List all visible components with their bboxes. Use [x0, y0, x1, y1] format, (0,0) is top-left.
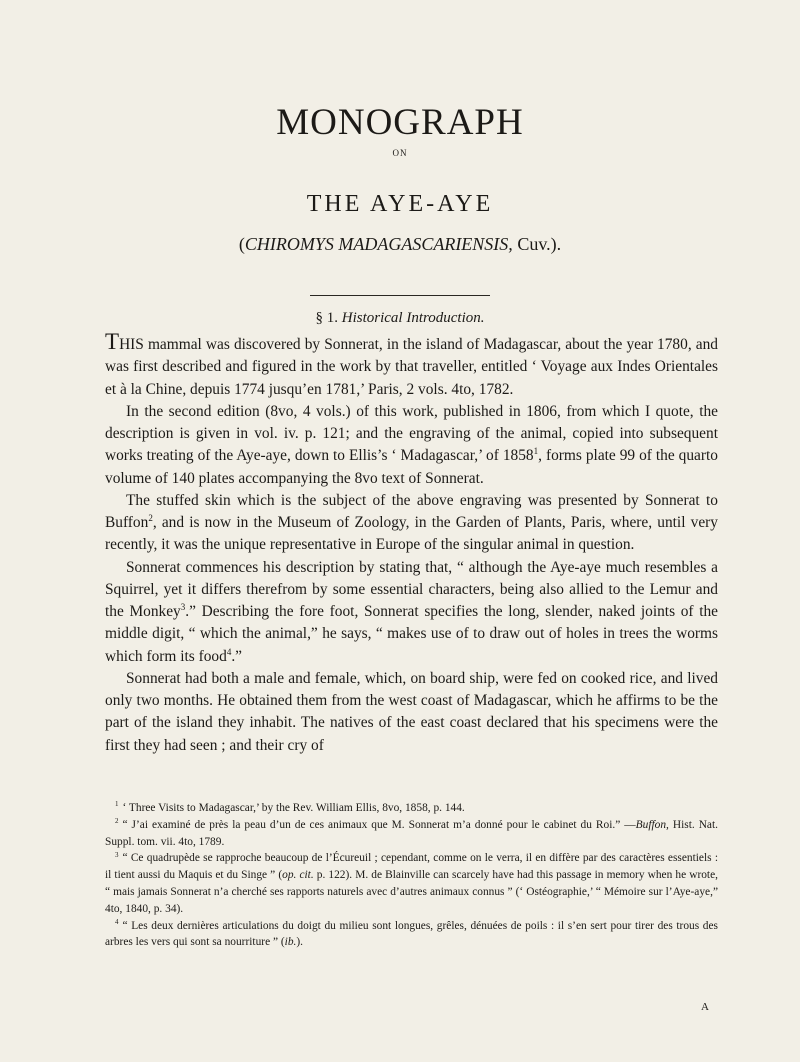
paragraph-4 — [105, 557, 718, 668]
paragraph-1 — [105, 329, 718, 401]
footnote-2-text: “ J’ai examiné de près la peau d’un de ces animaux que M. Sonnerat m’a donné pour le cabinet du Roi.” — — [122, 818, 636, 831]
footnote-1 — [105, 800, 718, 817]
section-number: § 1. — [315, 310, 338, 326]
paragraph-2-text: In the second edition (8vo, 4 vols.) of this work, published in 1806, from which I quote, the description is given in vol. iv. p. 121; and the engraving of the animal, copied into subsequent works treating of the Aye-aye, down to Ellis’s ‘ Madagascar,’ of 1858 — [105, 402, 718, 465]
paragraph-3-text-cont: , and is now in the Museum of Zoology, in the Garden of Plants, Paris, where, until very recently, it was the unique representative in Europe of the singular animal in question. — [105, 514, 718, 554]
signature-mark: A — [701, 1001, 709, 1013]
footnote-4-text: “ Les deux dernières articulations du doigt du milieu sont longues, grêles, dénuées de poils : il s’en sert pour tirer des trous des arbres les vers qui sont sa nourriture ” ( — [105, 919, 718, 949]
footnote-1-number: 1 — [115, 800, 119, 809]
footnote-2 — [105, 817, 718, 851]
species-open-paren: ( — [238, 234, 245, 254]
monograph-heading: MONOGRAPH — [276, 102, 524, 143]
section-heading — [0, 308, 800, 328]
footnote-4 — [105, 918, 718, 952]
paragraph-1-text: HIS mammal was discovered by Sonnerat, in the island of Madagascar, about the year 1780, and was first described and figured in the work by that traveller, entitled ‘ Voyage aux Indes Orientales et à la Chine, depuis 1774 jusqu’en 1781,’ Paris, 2 vols. 4to, 1782. — [105, 336, 718, 398]
paragraph-3 — [105, 490, 718, 557]
paragraph-2 — [105, 401, 718, 490]
footnote-3 — [105, 850, 718, 917]
paragraph-4-text-cont: .” Describing the fore foot, Sonnerat specifies the long, slender, naked joints of the middle digit, “ which the animal,” he says, “ makes use of to draw out of holes in trees the worms which form its food — [105, 603, 718, 665]
footnote-4-number: 4 — [115, 917, 119, 926]
footnote-ref-3: 3 — [180, 601, 186, 612]
paragraph-4-text-end: .” — [231, 647, 243, 665]
heading-connector: ON — [392, 148, 408, 158]
species-name — [0, 232, 800, 256]
title-divider — [310, 295, 490, 296]
paragraph-2-text-cont: , forms plate 99 of the quarto volume of 140 plates accompanying the 8vo text of Sonnerat. — [105, 447, 718, 487]
footnote-2-author: Buffon, — [635, 818, 669, 831]
footnote-ref-4: 4 — [226, 646, 232, 657]
subject-heading: THE AYE-AYE — [306, 191, 494, 217]
drop-cap: T — [105, 329, 120, 354]
species-author: Cuv.). — [512, 234, 562, 254]
footnote-2-number: 2 — [115, 817, 119, 825]
footnotes — [105, 800, 718, 951]
footnote-ref-2: 2 — [148, 512, 153, 523]
footnote-2-text-cont: Hist. Nat. Suppl. tom. vii. 4to, 1789. — [105, 818, 719, 848]
species-latin-name: CHIROMYS MADAGASCARIENSIS, — [244, 234, 513, 254]
footnote-1-text: ‘ Three Visits to Madagascar,’ by the Rev. William Ellis, 8vo, 1858, p. 144. — [122, 802, 465, 814]
footnote-3-text-cont: p. 122). M. de Blainville can scarcely have had this passage in memory when he wrote, “ mais jamais Sonnerat n’a cherché ses rapports naturels avec d’autres animaux connus ” (‘ Ostéographie,’ “ Mémoire sur l’Aye-aye,” 4to, 1840, p. 34). — [105, 869, 718, 915]
footnote-3-citation: op. cit. — [282, 869, 314, 882]
paragraph-4-text: Sonnerat commences his description by stating that, “ although the Aye-aye much resembles a Squirrel, yet it differs therefrom by some essential characters, being also allied to the Lemur and the Monkey — [105, 558, 718, 620]
footnote-4-text-cont: ). — [296, 936, 304, 949]
footnote-3-text: “ Ce quadrupède se rapproche beaucoup de l’Écureuil ; cependant, comme on le verra, il en diffère par des caractères essentiels : il tient aussi du Maquis et du Singe ” ( — [105, 852, 718, 882]
footnote-4-citation: ib. — [284, 936, 297, 949]
footnote-ref-1: 1 — [533, 446, 539, 457]
paragraph-5: Sonnerat had both a male and female, which, on board ship, were fed on cooked rice, and lived only two months. He obtained them from the west coast of Madagascar, which he affirms to be the part of the island they inhabit. The natives of the east coast declared that his specimens were the first they had seen ; and their cry of — [105, 669, 718, 754]
body-text — [105, 329, 718, 757]
footnote-3-number: 3 — [115, 850, 119, 859]
paragraph-3-text: The stuffed skin which is the subject of the above engraving was presented by Sonnerat to Buffon — [105, 491, 718, 531]
section-title: Historical Introduction. — [341, 310, 485, 326]
